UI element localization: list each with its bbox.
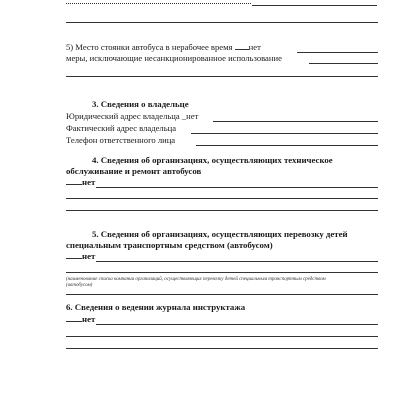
maintenance-line-1 (96, 187, 378, 188)
transport-value: нет (82, 251, 96, 261)
journal-line-2 (66, 336, 378, 337)
phone-label: Телефон ответственного лица (66, 135, 176, 145)
measures-line-2 (66, 76, 378, 77)
transport-line-1 (96, 261, 378, 262)
transport-footnote-1: (наименование списка компании организаций, осуществляющих перевозку детей специальным транспортным средством (66, 277, 326, 282)
transport-value-row (66, 251, 95, 262)
maintenance-heading-2: обслуживание и ремонт автобусов (66, 166, 202, 176)
phone-line (196, 145, 378, 146)
transport-line-2 (66, 272, 378, 273)
parking-value: нет (248, 42, 261, 52)
transport-heading-1: 5. Сведения об организациях, осуществляющих перевозку детей (92, 229, 348, 239)
actual-address-label: Фактический адрес владельца (66, 123, 177, 133)
journal-line-1 (96, 324, 378, 325)
legal-address-value: нет (186, 111, 199, 121)
journal-value: нет (82, 314, 96, 324)
top-blank-line-2 (66, 22, 378, 23)
top-blank-line-1 (252, 5, 377, 6)
legal-address-line (213, 121, 378, 122)
transport-footnote-2: (автобусом) (66, 283, 93, 288)
journal-line-3 (66, 348, 378, 349)
transport-heading-2: специальным транспортным средством (автобусом) (66, 240, 273, 250)
parking-label: 5) Место стоянки автобуса в нерабочее время нет (66, 42, 261, 52)
top-cut-line (66, 3, 251, 4)
maintenance-value: нет (82, 177, 96, 187)
owner-heading: 3. Сведения о владельце (92, 99, 189, 109)
journal-heading: 6. Сведения о ведении журнала инструктажа (66, 302, 246, 312)
parking-line (297, 52, 378, 53)
maintenance-heading-1: 4. Сведения об организациях, осуществляющих техническое (92, 155, 333, 165)
measures-label: меры, исключающие несанкционированное использование (66, 53, 282, 63)
maintenance-value-row (66, 177, 95, 188)
legal-address-label: Юридический адрес владельца _нет (66, 111, 199, 121)
maintenance-line-3 (66, 210, 378, 211)
journal-value-row (66, 314, 95, 325)
measures-line (309, 63, 378, 64)
transport-line-3 (66, 294, 378, 295)
actual-address-line (191, 133, 378, 134)
maintenance-line-2 (66, 198, 378, 199)
